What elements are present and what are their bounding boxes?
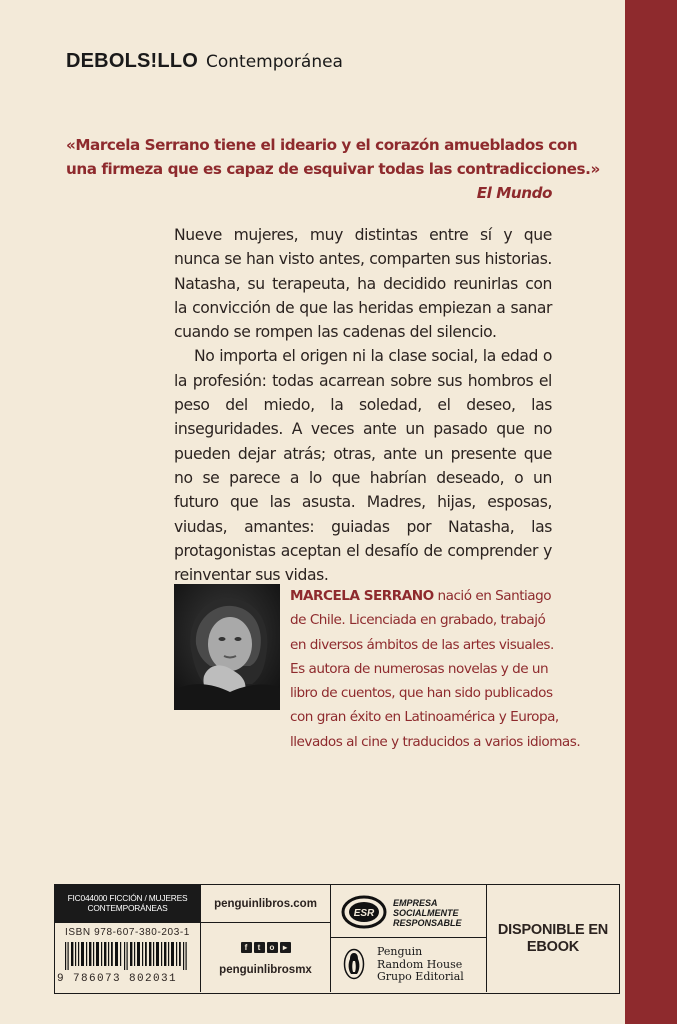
isbn-cell [55,885,201,992]
social-icons [201,937,330,956]
author-photo [174,584,280,710]
youtube-icon[interactable]: ▸ [280,942,291,953]
svg-text:ESR: ESR [353,908,375,919]
blurb-paragraph: No importa el origen ni la clase social, la edad o la profesión: todas acarrean sobre sus hombros el peso del miedo, la soledad, el deseo, las inseguridades. A veces ante un pasado que no pueden dejar atrás; otras, ante un presente que no se parece a lo que habrían deseado, o un futuro que las asusta. Madres, hijas, esposas, viudas, amantes: guiadas por Natasha, las protagonistas aceptan el desafío de comprender y reinventar sus vidas. [174,347,552,585]
quote-source: El Mundo [476,184,552,202]
bio-line: Es autora de numerosas novelas y de un [290,660,549,677]
spine-strip [625,0,677,1024]
barcode-box [54,884,620,994]
bio-line: MARCELA SERRANO nació en Santiago [290,588,552,604]
category-label: FIC044000 FICCIÓN / MUJERES CONTEMPORÁNEAS [55,885,200,923]
ebook-availability: DISPONIBLE EN EBOOK [497,921,609,955]
penguin-icon [343,948,365,980]
twitter-icon[interactable]: t [254,942,265,953]
bio-line: llevados al cine y traducidos a varios idiomas. [290,733,581,750]
book-blurb [174,223,552,587]
publisher-name: Penguin Random House Grupo Editorial [377,945,464,983]
bio-line: de Chile. Licenciada en grabado, trabajó [290,612,546,629]
esr-badge [331,885,486,938]
brand-name: DEBOLS!LLO [66,50,198,72]
quote-line: una firmeza que es capaz de esquivar todas las contradicciones.» [66,160,600,178]
esr-logo-icon [341,895,387,929]
social-handle[interactable]: penguinlibrosmx [219,964,312,976]
publisher-cell [331,885,487,992]
website-link[interactable]: penguinlibros.com [201,885,330,923]
ebook-cell [487,885,619,992]
author-name: MARCELA SERRANO [290,588,434,604]
esr-label: EMPRESA SOCIALMENTE RESPONSABLE [393,898,462,928]
blurb-paragraph: Nueve mujeres, muy distintas entre sí y que nunca se han visto antes, comparten sus historias. Natasha, su terapeuta, ha decidido reunirlas con la convicción de que las heridas empiezan a sanar cuando se rompen las cadenas del silencio. [174,226,552,342]
quote-line: «Marcela Serrano tiene el ideario y el corazón amueblados con [66,136,578,154]
bio-line: con gran éxito en Latinoamérica y Europa, [290,709,559,726]
publisher-brand [66,50,343,74]
author-bio [290,584,581,754]
instagram-icon[interactable]: o [267,942,278,953]
isbn-number: ISBN 978-607-380-203-1 [65,927,190,938]
facebook-icon[interactable]: f [241,942,252,953]
press-quote [66,133,600,205]
barcode [63,942,191,970]
barcode-digits: 9 786073 802031 [57,973,178,985]
web-cell [201,885,331,992]
collection-name: Contemporánea [206,52,343,72]
publisher-logo [331,938,486,992]
bio-line: libro de cuentos, que han sido publicados [290,685,553,702]
bio-line: en diversos ámbitos de las artes visuales. [290,636,554,653]
